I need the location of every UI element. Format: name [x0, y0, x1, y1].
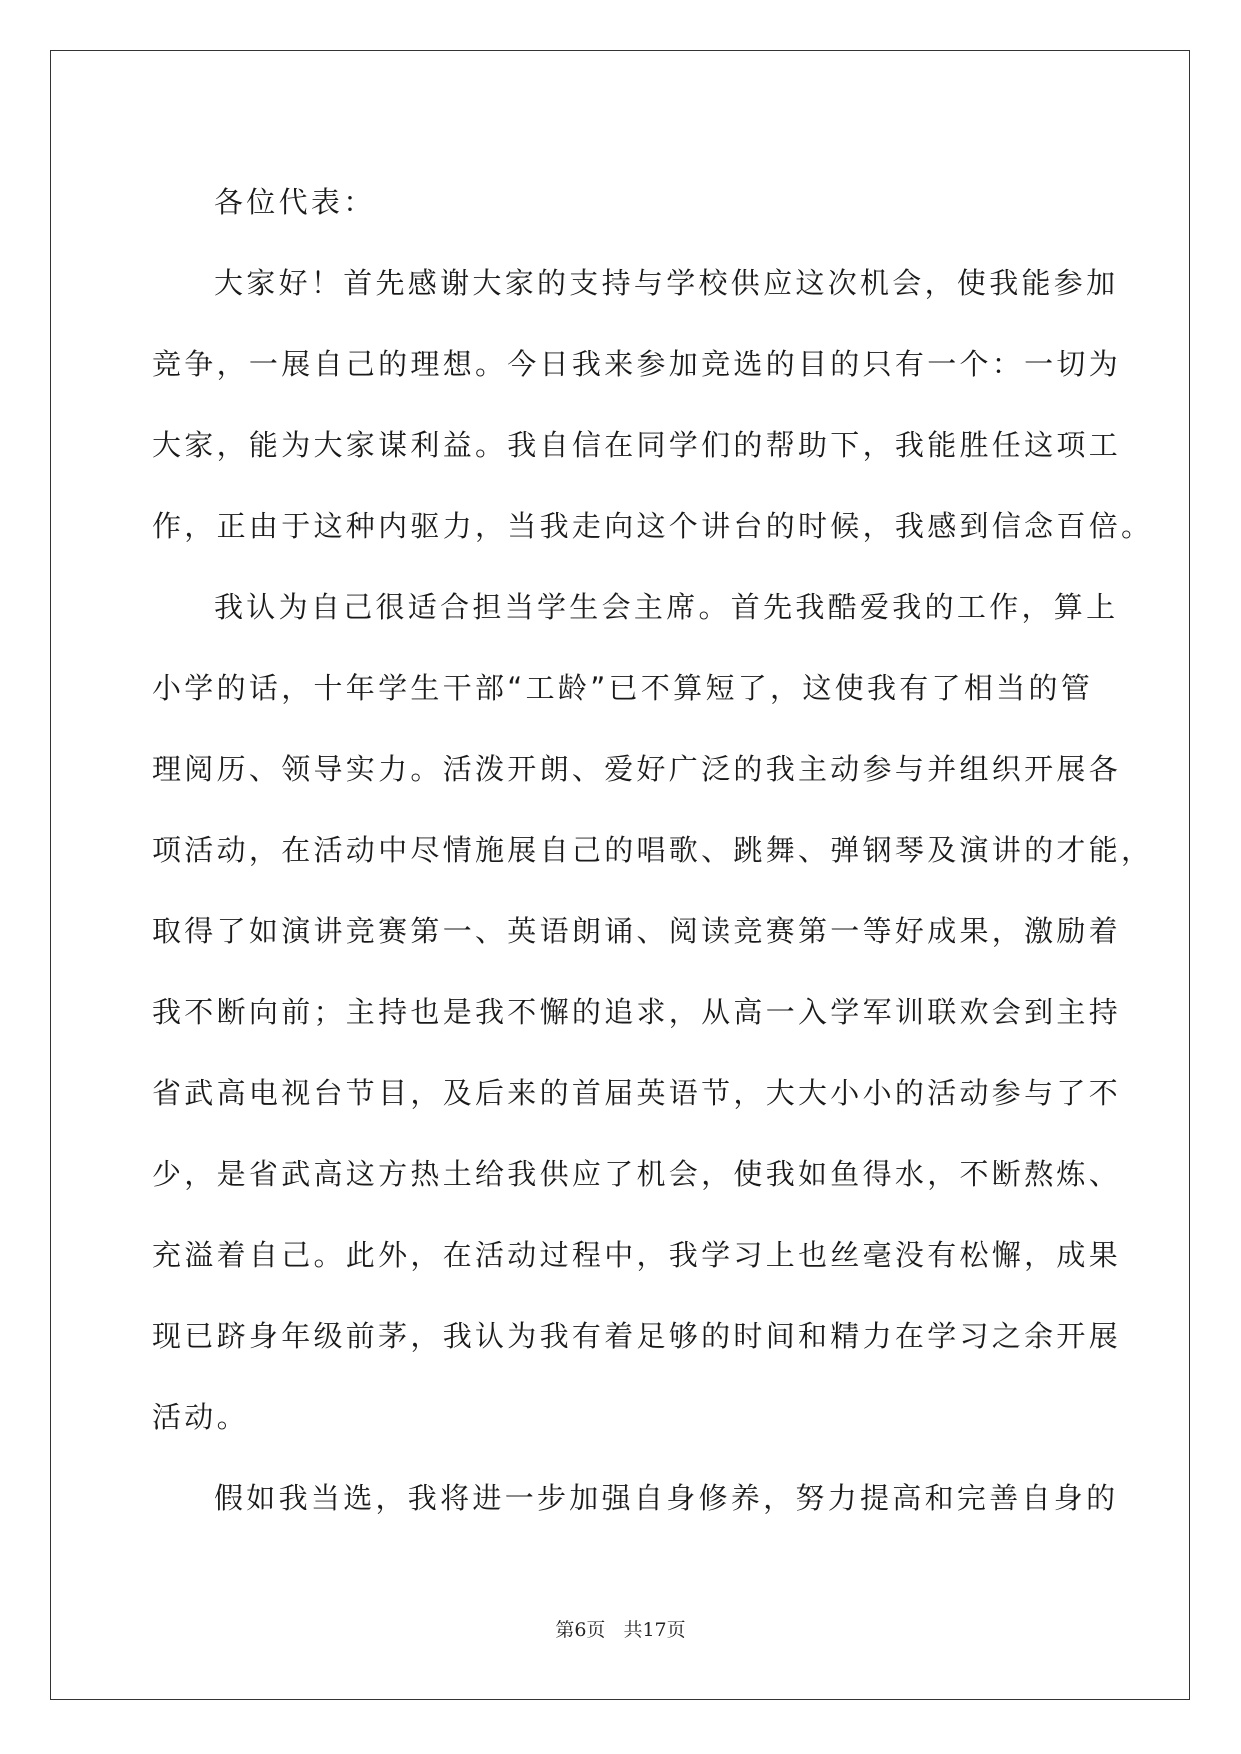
text-line: 竞争，一展自己的理想。今日我来参加竞选的目的只有一个：一切为 [152, 347, 1122, 381]
text-line: 理阅历、领导实力。活泼开朗、爱好广泛的我主动参与并组织开展各 [152, 752, 1122, 786]
text-line: 小学的话，十年学生干部“工龄”已不算短了，这使我有了相当的管 [152, 671, 1094, 705]
text-line: 充溢着自己。此外，在活动过程中，我学习上也丝毫没有松懈，成果 [152, 1238, 1122, 1272]
page-footer [0, 1615, 1241, 1642]
text-line: 省武高电视台节目，及后来的首届英语节，大大小小的活动参与了不 [152, 1076, 1122, 1110]
page-total: 共17页 [623, 1619, 686, 1641]
text-line: 少，是省武高这方热土给我供应了机会，使我如鱼得水，不断熬炼、 [152, 1157, 1122, 1191]
text-line: 我认为自己很适合担当学生会主席。首先我酷爱我的工作，算上 [214, 590, 1119, 624]
document-body [152, 162, 1154, 1539]
text-line: 大家，能为大家谋利益。我自信在同学们的帮助下，我能胜任这项工 [152, 428, 1122, 462]
text-line: 各位代表： [214, 185, 376, 219]
text-line: 项活动，在活动中尽情施展自己的唱歌、跳舞、弹钢琴及演讲的才能， [152, 833, 1154, 867]
text-line: 我不断向前；主持也是我不懈的追求，从高一入学军训联欢会到主持 [152, 995, 1122, 1029]
text-line: 现已跻身年级前茅，我认为我有着足够的时间和精力在学习之余开展 [152, 1319, 1122, 1353]
text-line: 取得了如演讲竞赛第一、英语朗诵、阅读竞赛第一等好成果，激励着 [152, 914, 1122, 948]
text-line: 活动。 [152, 1400, 249, 1434]
text-line: 假如我当选，我将进一步加强自身修养，努力提高和完善自身的 [214, 1481, 1119, 1515]
page-number: 第6页 [555, 1619, 606, 1641]
text-line: 大家好！首先感谢大家的支持与学校供应这次机会，使我能参加 [214, 266, 1119, 300]
text-line: 作，正由于这种内驱力，当我走向这个讲台的时候，我感到信念百倍。 [152, 509, 1154, 543]
